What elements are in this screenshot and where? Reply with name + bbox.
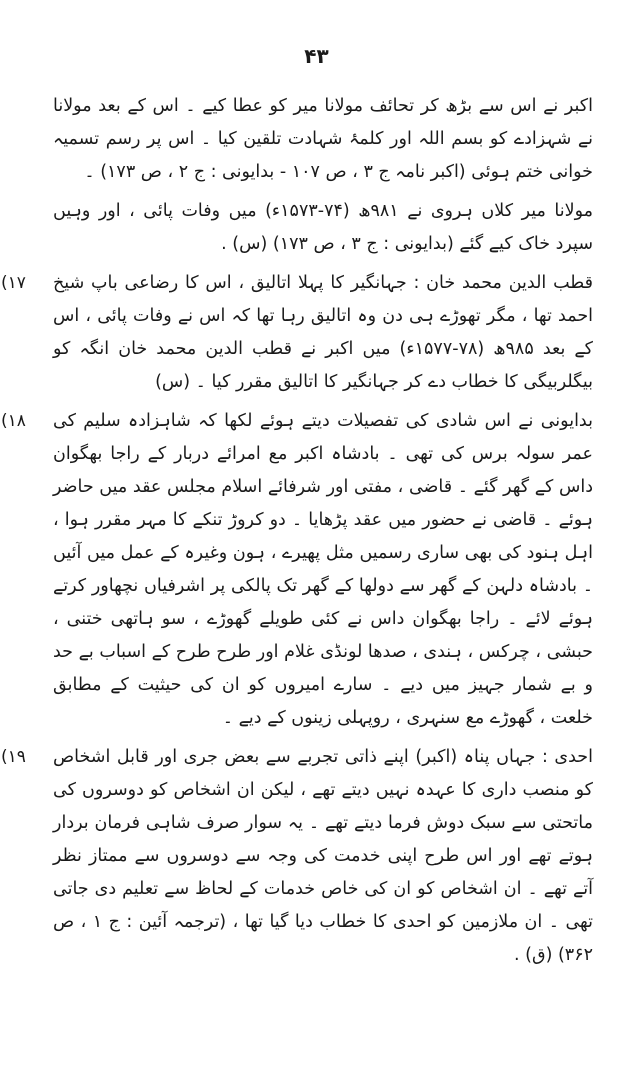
intro-paragraph-1: اکبر نے اس سے بڑھ کر تحائف مولانا میر کو عطا کیے ۔ اس کے بعد مولانا نے شہزادے کو بسم اللہ اور کلمۂ شہادت تلقین کیا ۔ اس پر رسم تسمیہ خوانی ختم ہوئی (اکبر نامہ ج ۳ ، ص ۱۰۷ - بدایونی : ج ۲ ، ص ۱۷۳) ۔ — [53, 96, 593, 182]
page-number: ۴۳ — [304, 44, 329, 68]
footnote-number: (۱۹ — [1, 747, 26, 767]
footnote-number: (۱۷ — [1, 273, 26, 293]
intro-paragraph-2: مولانا میر کلاں ہروی نے ۹۸۱ھ (۷۴-۱۵۷۳ء) میں وفات پائی ، اور وہیں سپرد خاک کیے گئے (بدایونی : ج ۳ ، ص ۱۷۳) (س) . — [53, 201, 594, 254]
footnote-text: احدی : جہاں پناہ (اکبر) اپنے ذاتی تجربے سے بعض جری اور قابل اشخاص کو منصب داری کا عہدہ نہیں دیتے تھے ، لیکن ان اشخاص کو دوسروں کی ماتحتی سے سبک دوش فرما دیتے تھے ۔ یہ سوار صرف شاہی فرمان بردار ہوتے تھے اور اس طرح اپنی خدمت کی وجہ سے دوسروں سے ممتاز نظر آتے تھے ۔ ان اشخاص کو ان کی خاص خدمات کے لحاظ سے تعلیم دی جاتی تھی ۔ ان ملازمین کو احدی کا خطاب دیا گیا تھا ، (ترجمہ آئین : ج ۱ ، ص ۳۶۲) (ق) . — [53, 747, 593, 965]
footnote-number: (۱۸ — [1, 411, 26, 431]
page-body — [1, 90, 594, 978]
footnote-19 — [1, 741, 593, 972]
footnote-17 — [1, 267, 594, 399]
footnote-text: بدایونی نے اس شادی کی تفصیلات دیتے ہوئے لکھا کہ شاہزادہ سلیم کی عمر سولہ برس کی تھی ۔ بادشاہ اکبر مع امرائے دربار کے راجا بھگوان داس کے گھر گئے ۔ قاضی ، مفتی اور شرفائے اسلام مجلس عقد میں حاضر ہوئے ۔ قاضی نے حضور میں عقد پڑھایا ۔ دو کروڑ تنکے کا مہر مقرر ہوا ، اہل ہنود کی بھی ساری رسمیں مثل پھیرے ، ہون وغیرہ کے عمل میں آئیں ۔ بادشاہ دلہن کے گھر سے دولھا کے گھر تک پالکی پر اشرفیاں نچھاور کرتے ہوئے لائے ۔ راجا بھگوان داس نے کئی طویلے گھوڑے ، سو ہاتھی ختنی ، حبشی ، چرکس ، ہندی ، صدھا لونڈی غلام اور طرح طرح کے اسباب بے حد و بے شمار جہیز میں دیے ۔ سارے امیروں کو ان کی حیثیت کے مطابق خلعت ، گھوڑے مع سنہری ، روپہلی زینوں کے دیے ۔ — [53, 411, 593, 728]
footnote-18 — [1, 405, 593, 735]
footnote-text: قطب الدین محمد خان : جہانگیر کا پہلا اتالیق ، اس کا رضاعی باپ شیخ احمد تھا ، مگر تھوڑے ہی دن وہ اتالیق رہا تھا کہ اس نے وفات پائی ، اس کے بعد ۹۸۵ھ (۷۸-۱۵۷۷ء) میں اکبر نے قطب الدین محمد خان انگہ کو بیگلربیگی کا خطاب دے کر جہانگیر کا اتالیق مقرر کیا ۔ (س) — [53, 273, 594, 392]
